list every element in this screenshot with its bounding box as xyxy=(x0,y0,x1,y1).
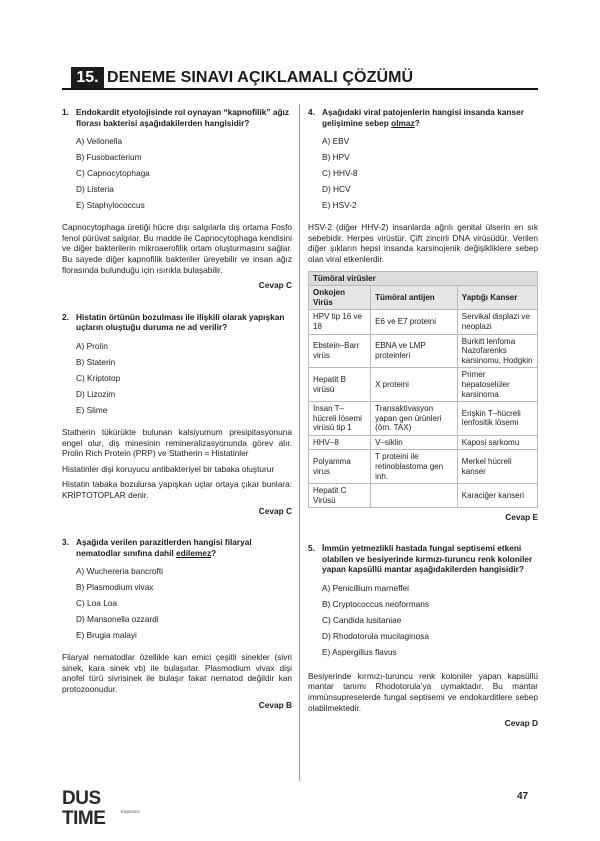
table-cell: Burkitt lenfoma Nazofarenks karsinomu, Hodgkin xyxy=(457,334,537,368)
table-cell: EBNA ve LMP proteinleri xyxy=(371,334,458,368)
option-c[interactable]: C) Capnocytophaga xyxy=(76,168,150,179)
option-d[interactable]: D) Mansonella ozzardi xyxy=(76,614,159,625)
question-number: 1. xyxy=(62,107,69,117)
table-cell: V–siklin xyxy=(371,435,458,450)
explanation-paragraph: HSV-2 (diğer HHV-2) insanlarda ağrılı genital ülserin en sık sebebidir. Herpes virüstür. Çift zincirli DNA virüsüdür. Verilen diğer şıkların hepsi insanda karsinojenik değişikliklere sebep olan viral etkenlerdir. xyxy=(308,222,538,264)
tumor-virus-table xyxy=(308,271,538,509)
table-row xyxy=(309,435,538,450)
table-cell: HHV–8 xyxy=(309,435,371,450)
table-row xyxy=(309,484,538,508)
explanation-paragraph: Histatin tabaka bozulursa yapışkan uçlar ortaya çıkar bunlara: KRİPTOTOPLAR denir. xyxy=(62,479,292,500)
question-stem: Histatin örtünün bozulması ile ilişkili olarak yapışkan uçların oluştuğu duruma ne ad verilir? xyxy=(76,311,285,333)
option-e[interactable]: E) HSV-2 xyxy=(322,200,357,211)
question-number: 2. xyxy=(62,311,69,322)
column-header: Yaptığı Kanser xyxy=(457,286,537,310)
negation-underline: olmaz xyxy=(391,117,415,128)
option-b[interactable]: B) Cryptococcus neoformans xyxy=(322,598,429,609)
table-cell: Hepatit C Virüsü xyxy=(309,484,371,508)
explanation xyxy=(308,222,538,264)
page-number: 47 xyxy=(517,791,529,802)
explanation-paragraph: Statherin tükürükte bulunan kalsiyumum presipitasyonuna engel olur, diş minesinin remineralizasyonunda görev alır. Prolin Rich Protein (PRP) ve Statherin = Histatinler xyxy=(62,426,292,459)
options-list xyxy=(322,583,538,663)
option-a[interactable]: A) Wuchereria bancrofti xyxy=(76,566,163,577)
table-cell xyxy=(371,484,458,508)
negation-underline: edilemez xyxy=(176,547,212,558)
page-title: DENEME SINAVI AÇIKLAMALI ÇÖZÜMÜ xyxy=(107,69,414,86)
option-c[interactable]: C) Loa Loa xyxy=(76,598,118,609)
table-cell: Servikal displazi ve neoplazi xyxy=(457,310,537,334)
explanation-paragraph: Histatinler dişi koruyucu antibakteriyel bir tabaka oluşturur xyxy=(62,463,275,474)
option-c[interactable]: C) Candida lusitaniae xyxy=(322,614,402,625)
option-d[interactable]: D) HCV xyxy=(322,184,351,195)
option-d[interactable]: D) Lizozim xyxy=(76,388,116,399)
table-row xyxy=(309,368,538,402)
table-cell: İnsan T–hücreli lösemi virüsü tip 1 xyxy=(309,402,371,436)
table-cell: Hepatit B virüsü xyxy=(309,368,371,402)
option-e[interactable]: E) Slime xyxy=(76,404,108,415)
table-cell: Primer hepatoselüler karsinoma xyxy=(457,368,537,402)
table-cell: Merkel hücreli kanser xyxy=(457,450,537,484)
right-column xyxy=(308,107,538,729)
question-stem: Aşağıda verilen parazitlerden hangisi filaryal nematodlar sınıfına dahil edilemez? xyxy=(76,537,252,558)
table-cell: E6 ve E7 proteini xyxy=(371,310,458,334)
column-header: Onkojen Virüs xyxy=(309,286,371,310)
explanation xyxy=(62,652,292,694)
column-header: Tümöral antijen xyxy=(371,286,458,310)
section-number-badge: 15. xyxy=(71,67,104,89)
table-cell: Transaktivasyon yapan gen ürünleri (örn. TAX) xyxy=(371,402,458,436)
option-b[interactable]: B) Staterin xyxy=(76,356,116,367)
option-d[interactable]: D) Rhodotorula mucilaginosa xyxy=(322,630,429,641)
question-number: 4. xyxy=(308,107,315,117)
table-cell: T proteini ile retinoblastoma gen inh. xyxy=(371,450,458,484)
explanation-paragraph: Besiyerinde kırmızı-turuncu renk koloniler yapan kapsüllü mantar tanımı Rhodotorula’ya uymaktadır. Bu mantar immünsupreselerde fungal septisemi ve endokarditlere sebep olabilmektedir. xyxy=(308,670,538,713)
table-cell: Erişkin T–hücreli lenfositik lösemi xyxy=(457,402,537,436)
options-list xyxy=(76,566,292,646)
question-stem: Endokardit etyolojisinde rol oynayan “kapnofilik” ağız florası bakterisi aşağıdakilerden hangisidir? xyxy=(76,107,289,128)
option-a[interactable]: A) Veilonella xyxy=(76,136,123,147)
explanation-paragraph: Filaryal nematodlar özellikle kan emici çeşitli sinekler (sivri sinek, kara sinek vb) ile bulaşırlar. Plasmodium vivax dişi anofel türü sivrisinek ile bulaşır fakat nematod değildir kan protozoonudur. xyxy=(62,652,292,695)
option-a[interactable]: A) Prolin xyxy=(76,340,108,351)
question-1 xyxy=(62,107,292,291)
answer-label: Cevap D xyxy=(504,718,538,729)
option-a[interactable]: A) Penicillium marneffei xyxy=(322,582,409,593)
answer-label: Cevap C xyxy=(258,505,292,516)
question-3 xyxy=(62,537,292,710)
option-e[interactable]: E) Staphylococcus xyxy=(76,200,145,211)
table-row xyxy=(309,310,538,334)
table-caption: Tümöral virüsler xyxy=(309,271,538,286)
options-list xyxy=(76,341,292,421)
option-e[interactable]: E) Brugia malayi xyxy=(76,630,137,641)
option-b[interactable]: B) HPV xyxy=(322,152,350,163)
question-stem: Aşağıdaki viral patojenlerin hangisi insanda kanser gelişimine sebep olmaz? xyxy=(322,107,524,128)
option-c[interactable]: C) HHV-8 xyxy=(322,168,358,179)
answer-label: Cevap B xyxy=(258,699,292,710)
table-row xyxy=(309,334,538,368)
table-cell: HPV tip 16 ve 18 xyxy=(309,310,371,334)
option-b[interactable]: B) Fusobacterium xyxy=(76,152,142,163)
option-a[interactable]: A) EBV xyxy=(322,136,350,147)
logo-text: DUS TIME xyxy=(62,788,106,829)
answer-label: Cevap E xyxy=(505,512,538,523)
table-row xyxy=(309,450,538,484)
table-cell: X proteini xyxy=(371,368,458,402)
options-list xyxy=(76,136,292,216)
question-5 xyxy=(308,543,538,729)
header-rule xyxy=(62,88,538,90)
explanation xyxy=(308,671,538,713)
logo-subtitle: Kapsamlı xyxy=(121,809,140,814)
table-row xyxy=(309,402,538,436)
table-cell: Karaciğer kanseri xyxy=(457,484,537,508)
table-cell: Ebstein–Barr virüs xyxy=(309,334,371,368)
options-list xyxy=(322,136,538,216)
option-d[interactable]: D) Listeria xyxy=(76,184,114,195)
question-number: 5. xyxy=(308,543,315,554)
column-divider xyxy=(299,104,300,781)
question-4 xyxy=(308,107,538,523)
question-number: 3. xyxy=(62,537,69,548)
option-c[interactable]: C) Kriptotop xyxy=(76,372,121,383)
question-stem: İmmün yetmezlikli hastada fungal septisemi etkeni olabilen ve besiyerinde kırmızı-turuncu renk koloniler yapan kapsüllü mantar aşağıdakilerden hangisidir? xyxy=(322,543,533,575)
explanation-paragraph: Capnocytophaga üretiği hücre dışı salgılarla dış ortama Fosfo fenol pürüvat salgılar. Bu madde ile Capnocytophaga kendisini ve diğer bakterilerin mikroaerofilik ortam oluşturmasını sağlar. Bu sayede diğer kapnofilik bakteriler üreyebilir ve insan ağız florasında bulunduğu için ısırıkla bulaşabilir. xyxy=(62,222,292,275)
option-e[interactable]: E) Aspergillus flavus xyxy=(322,646,397,657)
answer-label: Cevap C xyxy=(258,280,292,291)
left-column xyxy=(62,107,292,710)
question-2 xyxy=(62,312,292,516)
option-b[interactable]: B) Plasmodium vivax xyxy=(76,582,154,593)
table-cell: Kaposi sarkomu xyxy=(457,435,537,450)
table-cell: Polyamma virus xyxy=(309,450,371,484)
explanation xyxy=(62,427,292,501)
explanation xyxy=(62,222,292,275)
